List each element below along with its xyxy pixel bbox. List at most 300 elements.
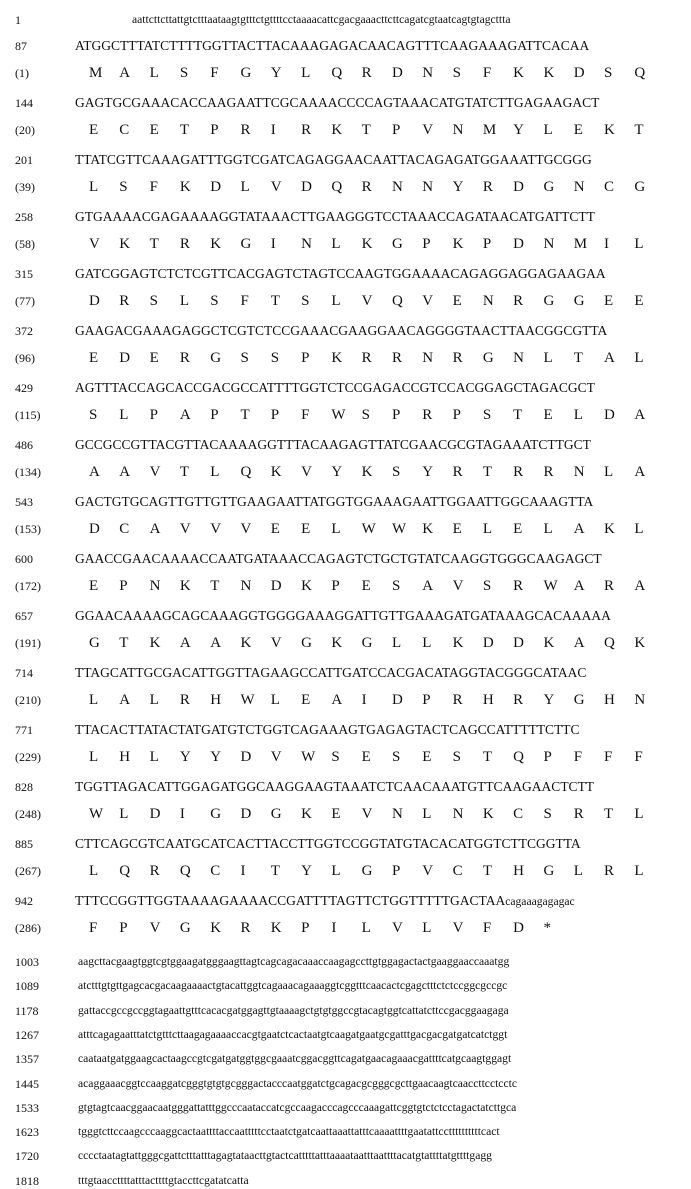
amino-acid-residue: A	[604, 350, 615, 366]
amino-acid-residue: R	[422, 407, 433, 423]
amino-acid-residue: E	[89, 122, 99, 138]
amino-acid-residue: R	[543, 464, 554, 480]
amino-acid-residue: W	[543, 578, 558, 594]
amino-acid-residue: L	[634, 521, 644, 537]
coding-sequence: CTTCAGCGTCAATGCATCACTTACCTTGGTCCGGTATGTACACATGGTCTTCGGTTA	[75, 836, 581, 851]
amino-acid-residue: C	[210, 863, 221, 879]
amino-acid-residue: T	[513, 407, 523, 423]
amino-acid-residue: V	[179, 521, 191, 537]
amino-acid-residue: K	[331, 350, 343, 366]
amino-acid-residue: Y	[452, 179, 464, 195]
amino-acid-residue: H	[513, 863, 524, 879]
amino-acid-residue: I	[361, 692, 367, 708]
amino-acid-residue: D	[604, 407, 615, 423]
amino-acid-sequence	[89, 407, 665, 423]
amino-acid-sequence	[89, 863, 665, 879]
amino-acid-sequence	[89, 236, 665, 252]
amino-acid-residue: G	[573, 293, 585, 309]
coding-sequence: TGGTTAGACATTGGAGATGGCAAGGAAGTAAATCTCAACAAATGTTCAAGAACTCTT	[75, 779, 595, 794]
amino-acid-sequence	[89, 65, 665, 81]
amino-acid-residue: H	[482, 692, 494, 708]
amino-acid-residue: N	[573, 464, 585, 480]
position-number: 1089	[15, 979, 39, 994]
amino-acid-residue: A	[573, 635, 585, 651]
nucleotide-sequence: acaggaaacggtccaaggatcgggtgtgtgcgggactacccaatggatctgcagacgcgggcgcttgaacaagtcaaccttcctcctc	[78, 1076, 517, 1090]
amino-acid-residue: N	[422, 65, 434, 81]
amino-acid-residue: I	[604, 236, 610, 252]
amino-acid-residue: E	[452, 293, 462, 309]
amino-acid-residue: L	[573, 863, 583, 879]
amino-acid-residue: K	[119, 236, 131, 252]
amino-acid-residue: P	[452, 407, 461, 423]
amino-acid-residue: A	[634, 464, 646, 480]
nucleotide-sequence: aagcttacgaagtggtcgtggaagatgggaagttagtcagcagacaaaccaagagccttgtggagactactgaaggaaccaaatgg	[78, 955, 510, 968]
amino-acid-residue: N	[240, 578, 252, 594]
coding-sequence: TTATCGTTCAAAGATTTGGTCGATCAGAGGAACAATTACAGAGATGGAAATTGCGGG	[75, 152, 592, 167]
amino-acid-residue: L	[634, 350, 644, 366]
amino-acid-residue: V	[210, 521, 222, 537]
amino-acid-residue: K	[543, 65, 555, 81]
nucleotide-sequence: tgggtcttccaagcccaaggcactaattttaccaatttttcctaatctgatcaattaaattatttcaaaattttgaatattccttttttttttcact	[78, 1125, 500, 1139]
coding-sequence: GAGTGCGAAACACCAAGAATTCGCAAAACCCCAGTAAACATGTATCTTGAGAAGACT	[75, 95, 600, 110]
amino-acid-residue: K	[270, 464, 282, 480]
amino-acid-residue: N	[513, 350, 524, 366]
amino-acid-residue: R	[513, 464, 524, 480]
amino-acid-residue: E	[270, 521, 280, 537]
amino-acid-residue: V	[422, 293, 434, 309]
amino-acid-residue: R	[119, 293, 130, 309]
amino-acid-residue: P	[119, 578, 128, 594]
amino-acid-residue: L	[573, 407, 583, 423]
amino-acid-residue: C	[513, 806, 524, 822]
amino-acid-residue: D	[391, 65, 403, 81]
coding-sequence: GCCGCCGTTACGTTACAAAAGGTTTACAAGAGTTATCGAACGCGTAGAAATCTTGCT	[75, 437, 591, 452]
amino-acid-residue: L	[391, 635, 402, 651]
amino-acid-residue: P	[422, 692, 431, 708]
amino-acid-residue: D	[89, 293, 100, 309]
amino-acid-residue: Q	[119, 863, 131, 879]
amino-acid-residue: D	[513, 635, 524, 651]
amino-acid-residue: E	[149, 350, 159, 366]
amino-acid-residue: P	[482, 236, 492, 252]
amino-acid-residue: V	[452, 578, 464, 594]
amino-acid-residue: S	[482, 578, 492, 594]
position-number: 1178	[15, 1003, 39, 1018]
amino-acid-residue: Y	[179, 749, 191, 765]
amino-acid-residue: A	[179, 407, 191, 423]
position-number: 885	[15, 837, 33, 851]
amino-acid-residue: Q	[513, 749, 524, 765]
amino-acid-residue: P	[270, 407, 280, 423]
amino-acid-residue: L	[331, 236, 341, 252]
position-number: 315	[15, 267, 33, 281]
position-number: 201	[15, 153, 33, 167]
amino-acid-residue: D	[513, 920, 524, 936]
amino-acid-residue: K	[240, 635, 252, 651]
position-number: 144	[15, 96, 33, 110]
amino-acid-residue: I	[179, 806, 185, 822]
amino-acid-residue: L	[634, 863, 644, 879]
amino-acid-residue: G	[89, 635, 100, 651]
amino-acid-residue: P	[543, 749, 552, 765]
amino-acid-residue: T	[210, 578, 220, 594]
position-number: 486	[15, 438, 33, 452]
coding-sequence: ATGGCTTTATCTTTTGGTTACTTACAAAGAGACAACAGTTTCAAGAAAGATTCACAA	[75, 38, 590, 53]
amino-acid-residue: E	[89, 350, 99, 366]
amino-acid-residue: R	[179, 236, 190, 252]
nucleotide-sequence	[75, 95, 599, 111]
amino-acid-residue: D	[149, 806, 161, 822]
amino-acid-residue: K	[452, 236, 464, 252]
amino-acid-residue: N	[634, 692, 646, 708]
amino-acid-residue: N	[422, 179, 434, 195]
amino-acid-residue: R	[301, 122, 312, 138]
amino-acid-residue: E	[331, 806, 341, 822]
amino-acid-residue: K	[331, 635, 343, 651]
amino-acid-residue: E	[149, 122, 159, 138]
coding-sequence: TTACACTTATACTATGATGTCTGGTCAGAAAGTGAGAGTACTCAGCCATTTTTCTTC	[75, 722, 580, 737]
amino-acid-residue: L	[119, 806, 129, 822]
amino-acid-residue: Q	[240, 464, 252, 480]
amino-acid-residue: R	[240, 920, 251, 936]
amino-acid-residue: L	[422, 635, 432, 651]
coding-sequence: TTAGCATTGCGACATTGGTTAGAAGCCATTGATCCACGACATAGGTACGGGCATAAC	[75, 665, 587, 680]
amino-acid-residue: K	[361, 236, 373, 252]
nucleotide-sequence	[75, 722, 580, 738]
amino-acid-residue: A	[573, 521, 585, 537]
amino-acid-residue: K	[452, 635, 464, 651]
nucleotide-sequence	[75, 551, 602, 567]
amino-acid-residue: R	[452, 692, 463, 708]
amino-acid-residue: P	[301, 920, 310, 936]
amino-acid-residue: K	[210, 920, 222, 936]
amino-acid-residue: Y	[543, 692, 555, 708]
amino-acid-residue: T	[179, 122, 190, 138]
nucleotide-sequence: caataatgatggaagcactaagccgtcgatgatggtggcgaaatcggacggttcagatgaacagaaacgattttcatgcaagtggagt	[78, 1052, 512, 1066]
amino-acid-residue: *	[543, 920, 551, 936]
amino-acid-residue: S	[391, 749, 401, 765]
amino-acid-residue: Q	[331, 65, 343, 81]
nucleotide-sequence: tttgtaaccttttatttacttttgtaccttcgatatcatta	[78, 1173, 249, 1187]
amino-acid-residue: L	[149, 692, 159, 708]
amino-acid-residue: C	[604, 179, 615, 195]
amino-acid-residue: E	[452, 521, 462, 537]
amino-acid-residue: S	[391, 578, 401, 594]
amino-acid-residue: L	[331, 293, 341, 309]
amino-acid-residue: K	[179, 578, 191, 594]
amino-acid-residue: E	[422, 749, 432, 765]
residue-number: (210)	[15, 693, 41, 707]
amino-acid-residue: K	[210, 236, 222, 252]
amino-acid-residue: F	[301, 407, 310, 423]
amino-acid-residue: V	[270, 635, 282, 651]
nucleotide-sequence	[75, 38, 589, 54]
amino-acid-residue: L	[331, 521, 341, 537]
amino-acid-residue: F	[210, 65, 219, 81]
amino-acid-residue: Y	[301, 863, 312, 879]
amino-acid-residue: L	[482, 521, 493, 537]
amino-acid-residue: R	[573, 806, 584, 822]
amino-acid-residue: S	[270, 350, 280, 366]
amino-acid-residue: E	[301, 521, 311, 537]
amino-acid-residue: A	[210, 635, 222, 651]
amino-acid-residue: R	[513, 578, 524, 594]
amino-acid-residue: G	[179, 920, 191, 936]
amino-acid-residue: L	[149, 749, 159, 765]
amino-acid-residue: A	[149, 521, 161, 537]
nucleotide-sequence	[75, 665, 586, 681]
utr-sequence: cagaaagagagac	[505, 895, 575, 908]
amino-acid-residue: G	[301, 635, 312, 651]
amino-acid-residue: L	[179, 293, 190, 309]
amino-acid-residue: D	[513, 179, 524, 195]
nucleotide-sequence	[75, 437, 591, 453]
amino-acid-residue: S	[240, 350, 249, 366]
position-number: 828	[15, 780, 33, 794]
position-number: 1445	[15, 1076, 39, 1091]
nucleotide-sequence: cccctaatagtattgggcgattctttatttagagtataacttgtactcatttttatttaaaataatttaattttacatgtattttatgttttgagg	[78, 1149, 492, 1163]
amino-acid-residue: K	[331, 122, 343, 138]
residue-number: (115)	[15, 408, 41, 422]
amino-acid-residue: Q	[634, 65, 646, 81]
position-number: 372	[15, 324, 33, 338]
position-number: 1357	[15, 1052, 39, 1067]
amino-acid-residue: T	[149, 236, 159, 252]
amino-acid-residue: D	[301, 179, 312, 195]
amino-acid-residue: T	[634, 122, 644, 138]
amino-acid-residue: K	[422, 521, 434, 537]
amino-acid-residue: Q	[331, 179, 343, 195]
amino-acid-residue: F	[482, 920, 492, 936]
amino-acid-residue: V	[149, 464, 161, 480]
amino-acid-residue: L	[240, 179, 250, 195]
amino-acid-residue: G	[482, 350, 494, 366]
nucleotide-sequence: gattaccgccgccggtagaattgtttcacacgatggagttgtaaaagctgtgtggccgtacagtggtcattatcttccgacggaagaga	[78, 1003, 509, 1017]
amino-acid-sequence	[89, 293, 665, 309]
residue-number: (229)	[15, 750, 41, 764]
amino-acid-residue: G	[634, 179, 646, 195]
amino-acid-residue: S	[179, 65, 189, 81]
amino-acid-residue: S	[119, 179, 128, 195]
amino-acid-residue: R	[452, 464, 463, 480]
nucleotide-sequence	[75, 209, 595, 225]
amino-acid-residue: H	[210, 692, 222, 708]
amino-acid-residue: P	[119, 920, 128, 936]
amino-acid-residue: V	[301, 464, 312, 480]
amino-acid-residue: S	[482, 407, 492, 423]
amino-acid-residue: F	[240, 293, 249, 309]
amino-acid-residue: V	[270, 749, 282, 765]
amino-acid-residue: K	[149, 635, 161, 651]
amino-acid-residue: T	[482, 464, 493, 480]
amino-acid-residue: K	[543, 635, 555, 651]
amino-acid-residue: C	[119, 122, 130, 138]
amino-acid-residue: A	[89, 464, 100, 480]
amino-acid-residue: V	[422, 122, 434, 138]
amino-acid-residue: E	[513, 521, 523, 537]
residue-number: (20)	[15, 123, 35, 137]
amino-acid-residue: G	[210, 350, 222, 366]
amino-acid-residue: F	[482, 65, 492, 81]
residue-number: (191)	[15, 636, 41, 650]
position-number: 714	[15, 666, 33, 680]
amino-acid-residue: G	[361, 863, 373, 879]
amino-acid-residue: M	[89, 65, 103, 81]
amino-acid-residue: Q	[391, 293, 403, 309]
position-number: 1818	[15, 1173, 39, 1188]
amino-acid-residue: A	[634, 578, 646, 594]
amino-acid-residue: V	[270, 179, 282, 195]
position-number: 1003	[15, 955, 39, 969]
residue-number: (58)	[15, 237, 35, 251]
amino-acid-residue: V	[240, 521, 252, 537]
nucleotide-sequence	[75, 152, 592, 168]
amino-acid-residue: P	[391, 863, 401, 879]
amino-acid-residue: V	[361, 293, 373, 309]
coding-sequence: TTTCCGGTTGGTAAAAGAAAACCGATTTTAGTTCTGGTTTTTGACTAA	[75, 893, 506, 908]
amino-acid-residue: I	[270, 236, 276, 252]
residue-number: (96)	[15, 351, 35, 365]
amino-acid-residue: K	[301, 578, 312, 594]
position-number: 1623	[15, 1125, 39, 1140]
nucleotide-sequence	[75, 323, 607, 339]
amino-acid-residue: V	[89, 236, 100, 252]
amino-acid-residue: G	[240, 236, 252, 252]
amino-acid-residue: L	[89, 863, 99, 879]
amino-acid-residue: N	[482, 293, 494, 309]
amino-acid-residue: N	[301, 236, 312, 252]
residue-number: (134)	[15, 465, 41, 479]
amino-acid-residue: A	[119, 464, 131, 480]
amino-acid-residue: K	[604, 122, 615, 138]
amino-acid-residue: D	[513, 236, 524, 252]
amino-acid-residue: A	[179, 635, 191, 651]
amino-acid-residue: G	[543, 179, 555, 195]
amino-acid-residue: A	[573, 578, 585, 594]
amino-acid-residue: G	[210, 806, 222, 822]
amino-acid-residue: F	[89, 920, 98, 936]
amino-acid-residue: L	[89, 749, 99, 765]
amino-acid-residue: Y	[331, 464, 343, 480]
amino-acid-residue: K	[482, 806, 494, 822]
amino-acid-residue: A	[634, 407, 646, 423]
amino-acid-sequence	[89, 578, 665, 594]
amino-acid-residue: L	[149, 65, 159, 81]
amino-acid-residue: Y	[513, 122, 524, 138]
amino-acid-residue: R	[604, 578, 615, 594]
position-number: 87	[15, 39, 27, 53]
amino-acid-sequence	[89, 179, 665, 195]
amino-acid-residue: G	[391, 236, 403, 252]
nucleotide-sequence: atctttgtgttgagcacgacaagaaaactgtacattggtcagaaacagaaaggtcggtttcaacactcgagctttctctccggcgccgc	[78, 979, 508, 993]
amino-acid-residue: L	[422, 920, 432, 936]
amino-acid-residue: P	[391, 122, 401, 138]
amino-acid-residue: D	[240, 806, 252, 822]
nucleotide-sequence	[75, 494, 593, 510]
amino-acid-sequence	[89, 806, 665, 822]
amino-acid-residue: L	[604, 464, 614, 480]
position-number: 1720	[15, 1149, 39, 1164]
amino-acid-residue: S	[604, 65, 613, 81]
amino-acid-residue: K	[270, 920, 282, 936]
amino-acid-residue: K	[361, 464, 373, 480]
amino-acid-residue: L	[270, 692, 280, 708]
amino-acid-residue: L	[422, 806, 432, 822]
amino-acid-sequence	[89, 464, 665, 480]
amino-acid-residue: T	[240, 407, 250, 423]
position-number: 771	[15, 723, 33, 737]
amino-acid-sequence	[89, 920, 574, 936]
amino-acid-residue: Y	[422, 464, 434, 480]
amino-acid-residue: N	[391, 179, 403, 195]
amino-acid-residue: V	[361, 806, 373, 822]
amino-acid-residue: S	[543, 806, 552, 822]
position-number: 543	[15, 495, 33, 509]
amino-acid-sequence	[89, 749, 665, 765]
amino-acid-residue: A	[119, 65, 131, 81]
nucleotide-sequence	[75, 266, 606, 282]
amino-acid-residue: K	[634, 635, 646, 651]
amino-acid-residue: K	[179, 179, 191, 195]
residue-number: (286)	[15, 921, 41, 935]
amino-acid-residue: W	[240, 692, 255, 708]
nucleotide-sequence: aattcttcttattgtctttaataagtgtttctgttttcctaaaacattcgacgaaacttcttcagatcgtaatcagtgtagcttta	[132, 13, 511, 26]
nucleotide-sequence	[75, 608, 611, 624]
coding-sequence: GAAGACGAAAGAGGCTCGTCTCCGAAACGAAGGAACAGGGGTAACTTAACGGCGTTA	[75, 323, 608, 338]
amino-acid-sequence	[89, 692, 665, 708]
amino-acid-residue: K	[604, 521, 615, 537]
coding-sequence: GACTGTGCAGTTGTTGTTGAAGAATTATGGTGGAAAGAATTGGAATTGGCAAAGTTA	[75, 494, 594, 509]
amino-acid-residue: G	[361, 635, 373, 651]
amino-acid-residue: G	[543, 293, 555, 309]
amino-acid-residue: R	[240, 122, 251, 138]
amino-acid-residue: E	[604, 293, 614, 309]
amino-acid-residue: R	[179, 692, 190, 708]
amino-acid-residue: R	[513, 692, 524, 708]
amino-acid-residue: E	[543, 407, 553, 423]
amino-acid-residue: T	[270, 863, 280, 879]
amino-acid-residue: R	[604, 863, 615, 879]
position-number: 258	[15, 210, 33, 224]
amino-acid-residue: C	[119, 521, 130, 537]
amino-acid-residue: R	[482, 179, 493, 195]
amino-acid-residue: D	[240, 749, 252, 765]
residue-number: (77)	[15, 294, 35, 308]
amino-acid-residue: K	[513, 65, 524, 81]
amino-acid-residue: R	[361, 65, 372, 81]
residue-number: (39)	[15, 180, 35, 194]
nucleotide-sequence	[75, 893, 575, 910]
amino-acid-residue: N	[452, 806, 464, 822]
residue-number: (267)	[15, 864, 41, 878]
amino-acid-residue: W	[331, 407, 346, 423]
amino-acid-residue: I	[270, 122, 276, 138]
amino-acid-sequence	[89, 521, 665, 537]
amino-acid-residue: E	[634, 293, 644, 309]
amino-acid-residue: L	[543, 122, 553, 138]
amino-acid-residue: N	[543, 236, 555, 252]
amino-acid-residue: G	[573, 692, 585, 708]
amino-acid-residue: T	[604, 806, 614, 822]
amino-acid-residue: S	[361, 407, 371, 423]
coding-sequence: GAACCGAACAAAACCAATGATAAACCAGAGTCTGCTGTATCAAGGTGGGCAAGAGCT	[75, 551, 602, 566]
amino-acid-residue: E	[573, 122, 583, 138]
amino-acid-residue: M	[482, 122, 497, 138]
residue-number: (1)	[15, 66, 29, 80]
amino-acid-residue: L	[119, 407, 129, 423]
amino-acid-residue: L	[543, 350, 553, 366]
amino-acid-residue: S	[149, 293, 158, 309]
